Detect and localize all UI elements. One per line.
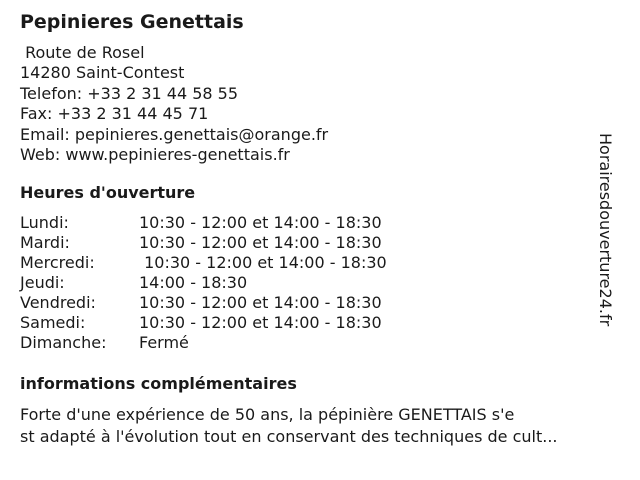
site-watermark: Horairesdouverture24.fr xyxy=(596,133,615,327)
day-label: Mardi: xyxy=(20,233,70,252)
business-description xyxy=(20,404,610,448)
description-line: Forte d'une expérience de 50 ans, la pépinière GENETTAIS s'e xyxy=(20,405,515,424)
address-street: Route de Rosel xyxy=(20,43,145,62)
time-value: 10:30 - 12:00 et 14:00 - 18:30 xyxy=(139,293,382,312)
time-value: 10:30 - 12:00 et 14:00 - 18:30 xyxy=(139,213,382,232)
time-value: 10:30 - 12:00 et 14:00 - 18:30 xyxy=(139,233,382,252)
address-city: 14280 Saint-Contest xyxy=(20,63,185,83)
day-label: Lundi: xyxy=(20,213,69,232)
day-label: Samedi: xyxy=(20,313,86,332)
email-address: Email: pepinieres.genettais@orange.fr xyxy=(20,124,329,144)
day-label: Dimanche: xyxy=(20,333,107,352)
time-value: 10:30 - 12:00 et 14:00 - 18:30 xyxy=(139,313,382,332)
fax-number: Fax: +33 2 31 44 45 71 xyxy=(20,104,209,124)
opening-hours-heading: Heures d'ouverture xyxy=(20,183,196,202)
time-value: Fermé xyxy=(139,333,189,352)
day-label: Jeudi: xyxy=(20,273,65,292)
phone-number: Telefon: +33 2 31 44 58 55 xyxy=(20,83,239,103)
time-value: 14:00 - 18:30 xyxy=(139,273,248,292)
day-label: Vendredi: xyxy=(20,293,96,312)
business-name: Pepinieres Genettais xyxy=(20,11,244,33)
description-line: st adapté à l'évolution tout en conservant des techniques de cult... xyxy=(20,427,558,446)
website-address: Web: www.pepinieres-genettais.fr xyxy=(20,144,290,164)
time-value: 10:30 - 12:00 et 14:00 - 18:30 xyxy=(139,253,387,272)
day-label: Mercredi: xyxy=(20,253,95,272)
contact-block xyxy=(20,43,328,165)
additional-info-heading: informations complémentaires xyxy=(20,374,297,393)
